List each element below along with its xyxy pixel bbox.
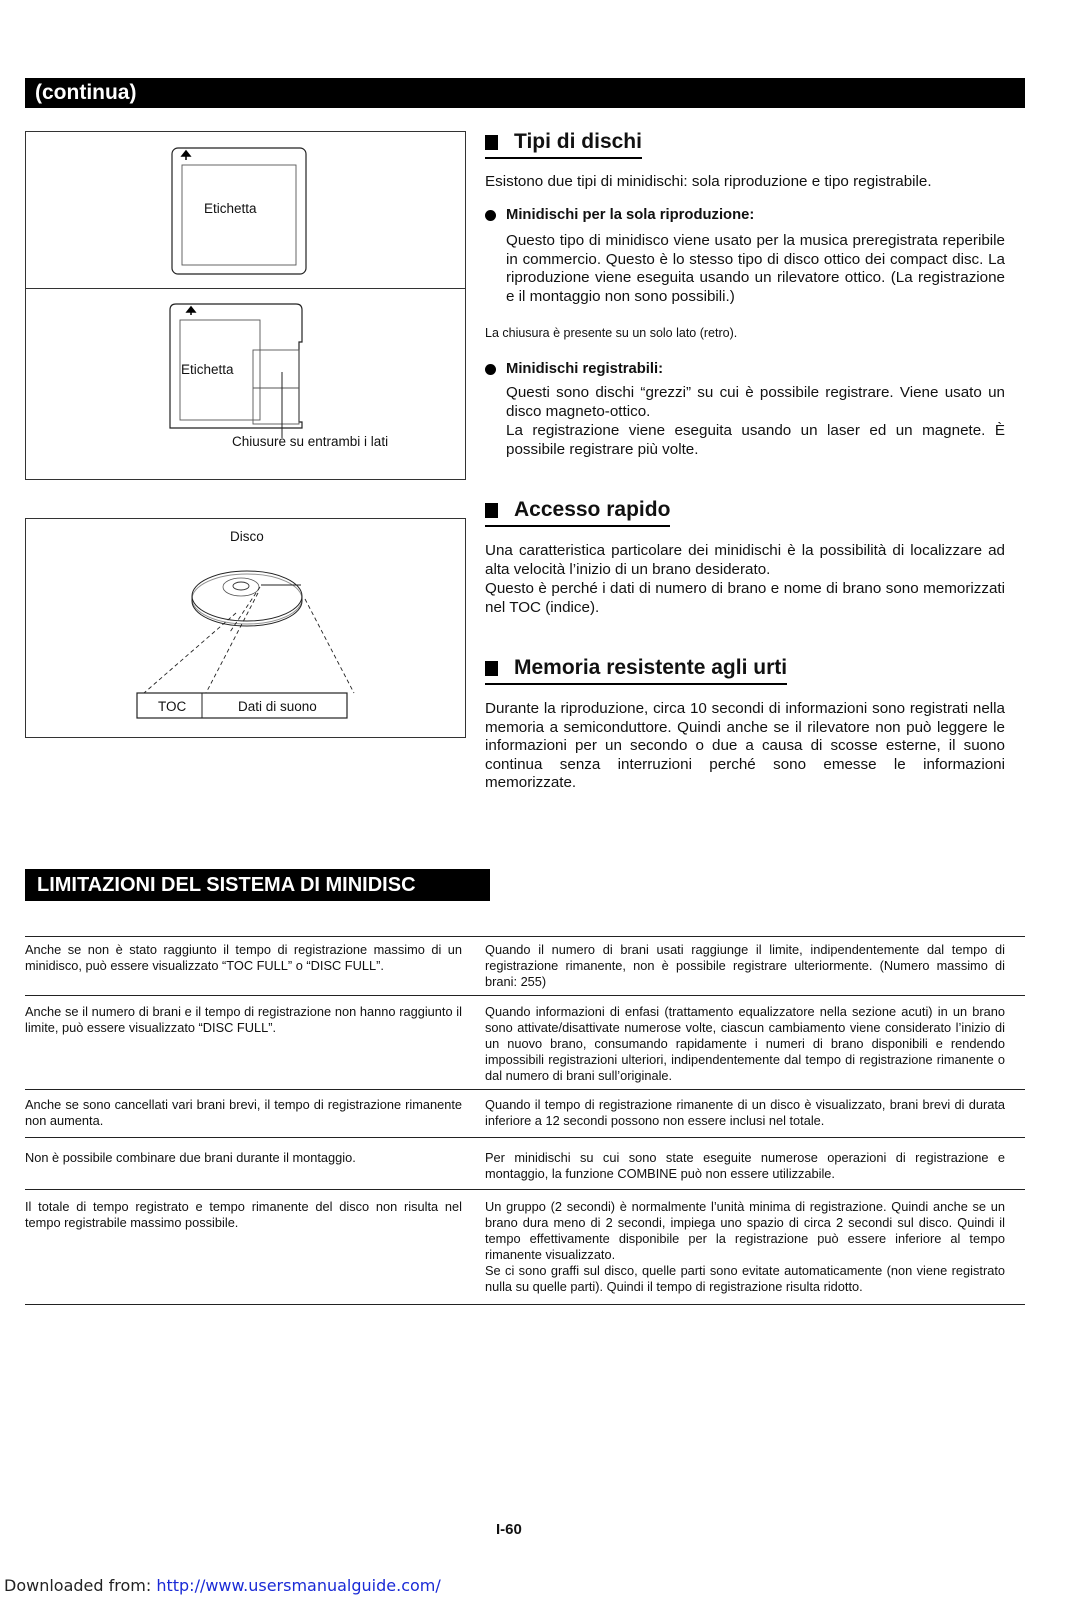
row-cause: Quando il numero di brani usati raggiunge il limite, indipendentemente dal tempo di registrazione rimanente, non è possibile registrare ulteriormente. (Numero massimo di brani: 255) xyxy=(485,942,1005,989)
row-cause: Per minidischi su cui sono state eseguite numerose operazioni di registrazione e montaggio, la funzione COMBINE può non essere utilizzabile. xyxy=(485,1150,1005,1181)
section-header-continua: (continua) xyxy=(25,78,1025,108)
footer-prefix: Downloaded from: xyxy=(4,1576,157,1595)
footer-link[interactable]: http://www.usersmanualguide.com/ xyxy=(156,1576,441,1595)
disc-icon xyxy=(192,571,302,626)
square-bullet-icon xyxy=(485,661,498,676)
recordable-text-2: La registrazione viene eseguita usando un laser ed un magnete. È possibile registrare più volte. xyxy=(506,422,1005,458)
row-cause-part-2: Se ci sono graffi sul disco, quelle parti sono evitate automaticamente (non viene registrato nulla su quelle parti). Quindi il tempo di registrazione risulta ridotto. xyxy=(485,1263,1005,1294)
figure-minidisc-types xyxy=(25,131,466,480)
figure-disc-toc xyxy=(25,518,466,738)
row-problem: Anche se il numero di brani e il tempo di registrazione non hanno raggiunto il limite, può essere visualizzato “DISC FULL”. xyxy=(25,1004,462,1035)
section-header-limitazioni: LIMITAZIONI DEL SISTEMA DI MINIDISC xyxy=(25,869,490,901)
download-footer xyxy=(4,1576,441,1595)
row-cause-part-1: Un gruppo (2 secondi) è normalmente l’unità minima di registrazione. Quindi anche se un brano dura meno di 2 secondi, impiega uno spazio di circa 2 secondi sul disco. Quindi il tempo effettivamente disponibile per la registrazione può essere inferiore al tempo rimanente visualizzato. xyxy=(485,1199,1005,1262)
tipi-intro: Esistono due tipi di minidischi: sola riproduzione e tipo registrabile. xyxy=(485,173,932,190)
table-rule xyxy=(25,1304,1025,1305)
bullet-dot-icon xyxy=(485,210,496,221)
label-toc: TOC xyxy=(158,699,187,714)
bullet-playback: Minidischi per la sola riproduzione: xyxy=(485,207,754,223)
row-cause: Quando informazioni di enfasi (trattamento equalizzatore nella sezione acuti) in un brano sono attivate/disattivate numerose volte, ciascun cambiamento viene considerato l’inizio di un nuovo brano, consumando rapidamente i numeri di brano disponibili e rendendo impossibili registrazioni ulteriori, indipendentemente dal tempo di registrazione rimanente o dal numero di brani sull’originale. xyxy=(485,1004,1005,1083)
label-etichetta-top: Etichetta xyxy=(204,201,257,216)
arrow-up-icon xyxy=(187,307,195,315)
row-problem: Non è possibile combinare due brani durante il montaggio. xyxy=(25,1150,356,1165)
heading-accesso-rapido: Accesso rapido xyxy=(485,498,670,527)
accesso-text-1: Una caratteristica particolare dei minidischi è la possibilità di localizzare ad alta velocità l’inizio di un brano desiderato. xyxy=(485,542,1005,578)
row-problem: Anche se sono cancellati vari brani brevi, il tempo di registrazione rimanente non aumenta. xyxy=(25,1097,462,1128)
recordable-text-1: Questi sono dischi “grezzi” su cui è possibile registrare. Viene usato un disco magneto-ottico. xyxy=(506,384,1005,420)
accesso-text-2: Questo è perché i dati di numero di brano e nome di brano sono memorizzati nel TOC (indice). xyxy=(485,580,1005,616)
bullet-dot-icon xyxy=(485,364,496,375)
table-rule xyxy=(25,995,1025,996)
row-problem: Il totale di tempo registrato e tempo rimanente del disco non risulta nel tempo registrabile massimo possibile. xyxy=(25,1199,462,1230)
row-problem: Anche se non è stato raggiunto il tempo di registrazione massimo di un minidisco, può essere visualizzato “TOC FULL” o “DISC FULL”. xyxy=(25,942,462,973)
table-rule xyxy=(25,936,1025,937)
shutter-note: La chiusura è presente su un solo lato (retro). xyxy=(485,326,738,340)
row-cause: Quando il tempo di registrazione rimanente di un disco è visualizzato, brani brevi di durata inferiore a 12 secondi possono non essere inclusi nel totale. xyxy=(485,1097,1005,1128)
row-cause xyxy=(485,1199,1005,1295)
square-bullet-icon xyxy=(485,503,498,518)
bullet-recordable: Minidischi registrabili: xyxy=(485,361,663,377)
label-chiusure: Chiusure su entrambi i lati xyxy=(232,434,389,449)
square-bullet-icon xyxy=(485,135,498,150)
projection-lines xyxy=(144,587,354,693)
label-etichetta-bottom: Etichetta xyxy=(181,362,234,377)
heading-memoria: Memoria resistente agli urti xyxy=(485,656,787,685)
heading-tipi-di-dischi: Tipi di dischi xyxy=(485,130,642,159)
page-number: I-60 xyxy=(496,1521,522,1538)
label-disco: Disco xyxy=(230,529,264,544)
table-rule xyxy=(25,1089,1025,1090)
table-rule xyxy=(25,1189,1025,1190)
playback-text: Questo tipo di minidisco viene usato per la musica preregistrata reperibile in commercio. Questo è lo stesso tipo di disco ottico dei compact disc. La riproduzione viene eseguita usando un rilevatore ottico. (La registrazione e il montaggio non sono possibili.) xyxy=(506,232,1005,305)
table-rule xyxy=(25,1137,1025,1138)
memoria-text: Durante la riproduzione, circa 10 secondi di informazioni sono registrati nella memoria a semiconduttore. Quindi anche se il rilevatore non può leggere le informazioni per un secondo o due a causa di scosse esterne, il suono continua senza interruzioni perché sono emesse le informazioni memorizzate. xyxy=(485,700,1005,792)
minidisc-diagram xyxy=(26,132,467,481)
label-dati-di-suono: Dati di suono xyxy=(238,699,317,714)
arrow-up-icon xyxy=(182,151,190,160)
